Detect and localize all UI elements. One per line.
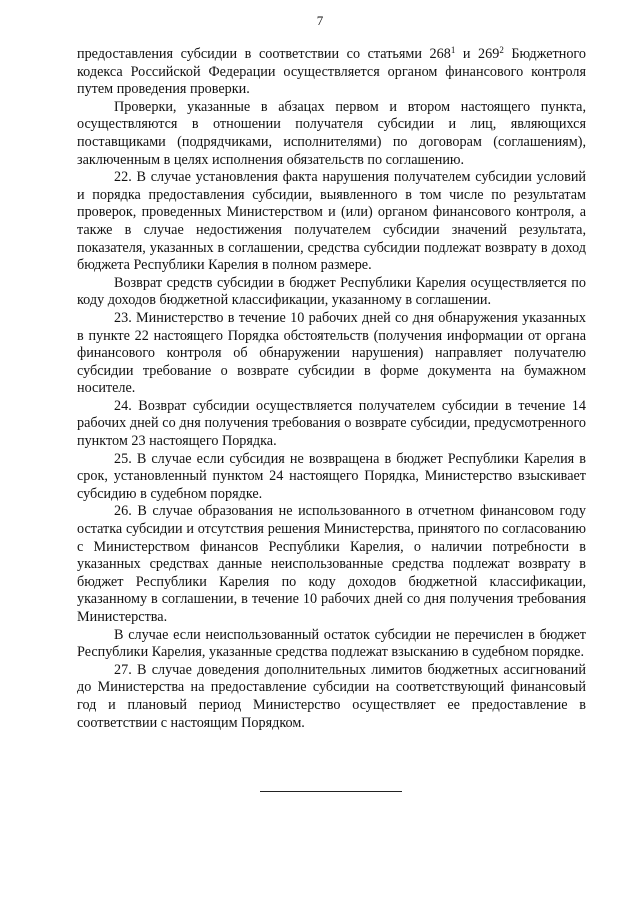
end-of-document-rule: [260, 791, 402, 792]
paragraph-clause-25: 25. В случае если субсидия не возвращена в бюджет Республики Карелия в срок, установленный пунктом 24 настоящего Порядка, Министерство взыскивает субсидию в судебном порядке.: [77, 450, 586, 502]
paragraph-text-start: предоставления субсидии в соответствии со статьями 268: [77, 46, 451, 62]
document-body: [77, 46, 586, 732]
paragraph-unused-balance: В случае если неиспользованный остаток субсидии не перечислен в бюджет Республики Карелия, указанные средства подлежат взысканию в судебном порядке.: [77, 626, 586, 661]
superscript-1: 1: [450, 45, 456, 55]
paragraph-text-middle: и 269: [455, 46, 500, 62]
paragraph-text-end: Бюджетного кодекса Российской Федерации осуществляется органом финансового контроля путем проведения проверки.: [77, 46, 586, 98]
paragraph-clause-22: 22. В случае установления факта нарушения получателем субсидии условий и порядка предоставления субсидии, выявленного в том числе по результатам проверок, проведенных Министерством и (или) органом финансового контроля, а также в случае недостижения получателем субсидии значений результата, показателя, указанных в соглашении, средства субсидии подлежат возврату в доход бюджета Республики Карелия в полном размере.: [77, 169, 586, 274]
paragraph-inspections: Проверки, указанные в абзацах первом и втором настоящего пункта, осуществляются в отношении получателя субсидии и лиц, являющихся поставщиками (подрядчиками, исполнителями) по договорам (соглашениям), заключенным в целях исполнения обязательств по соглашению.: [77, 98, 586, 168]
paragraph-clause-23: 23. Министерство в течение 10 рабочих дней со дня обнаружения указанных в пункте 22 настоящего Порядка обстоятельств (получения информации от органа финансового контроля об обнаружении нарушения) направляет получателю субсидии требование о возврате субсидии в форме документа на бумажном носителе.: [77, 309, 586, 397]
paragraph-continuation: [77, 46, 586, 99]
paragraph-clause-26: 26. В случае образования не использованного в отчетном финансовом году остатка субсидии и отсутствия решения Министерства, принятого по согласованию с Министерством финансов Республики Карелия, о наличии потребности в указанных средствах данные неиспользованные средства подлежат возврату в бюджет Республики Карелия по коду доходов бюджетной классификации, указанному в соглашении, в течение 10 рабочих дней со дня получения требования Министерства.: [77, 503, 586, 625]
paragraph-refund-code: Возврат средств субсидии в бюджет Республики Карелия осуществляется по коду доходов бюджетной классификации, указанному в соглашении.: [77, 274, 586, 309]
page-number: 7: [316, 13, 324, 28]
paragraph-clause-27: 27. В случае доведения дополнительных лимитов бюджетных ассигнований до Министерства на предоставление субсидии на соответствующий финансовый год и плановый период Министерство осуществляет ее предоставление в соответствии с настоящим Порядком.: [77, 661, 586, 731]
superscript-2: 2: [499, 45, 504, 55]
paragraph-clause-24: 24. Возврат субсидии осуществляется получателем субсидии в течение 14 рабочих дней со дня получения требования о возврате субсидии, предусмотренного пунктом 23 настоящего Порядка.: [77, 397, 586, 450]
